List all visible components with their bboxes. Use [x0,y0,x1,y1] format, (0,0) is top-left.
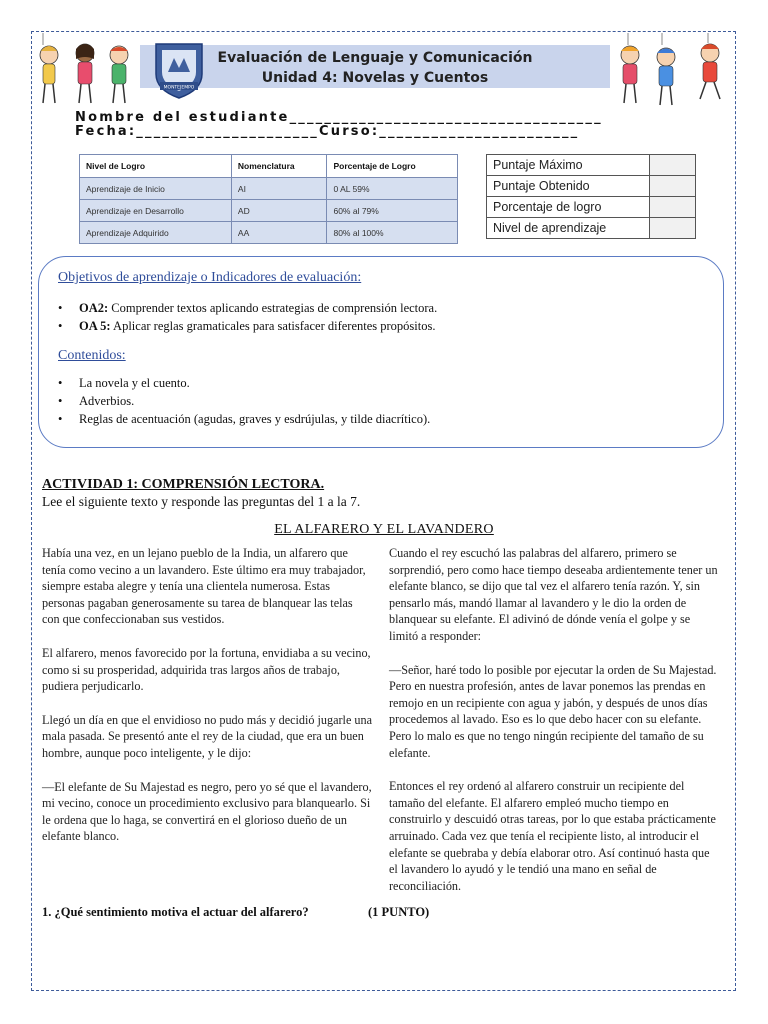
table-cell: 0 AL 59% [327,178,458,200]
story-paragraph: Cuando el rey escuchó las palabras del alfarero, primero se sorprendió, pero como hace tiempo deseaba ardientemente tener un elefante blanco, se dijo que tal vez el alfarero tenía razón. Y, sin pensarlo más, mandó llamar al lavandero y le dio la orden de blanquear su elefante. El adivinó de dónde venía el golpe y se limitó a responder: [389,546,718,643]
table-header-cell: Porcentaje de Logro [327,155,458,178]
max-score-input[interactable] [650,155,696,176]
document-title: Evaluación de Lenguaje y Comunicación [217,50,533,66]
obtained-score-input[interactable] [650,176,696,197]
activity-title: ACTIVIDAD 1: COMPRENSIÓN LECTORA. [42,477,325,492]
score-label: Nivel de aprendizaje [487,218,650,239]
score-table [486,154,696,239]
score-label: Puntaje Obtenido [487,176,650,197]
objective-text: Comprender textos aplicando estrategias de comprensión lectora. [108,301,438,315]
activity-instructions: Lee el siguiente texto y responde las preguntas del 1 a la 7. [42,494,361,509]
table-row [80,178,458,200]
date-course-field[interactable]: Fecha:_____________________Curso:_______________________ [75,124,580,139]
table-cell: Aprendizaje Adquirido [80,222,232,244]
student-name-field[interactable]: Nombre del estudiante____________________________________ [75,110,603,125]
story-paragraph: Había una vez, en un lejano pueblo de la India, un alfarero que tenía como vecino a un lavandero. Este último era muy trabajador, siempre estaba alegre y tenía una clientela numerosa. Estas personas pagaban generosamente su tarea de blanquear las telas con que confeccionaban sus vestidos. [42,546,366,627]
table-cell: AI [231,178,327,200]
table-cell: Aprendizaje de Inicio [80,178,232,200]
bullet-icon: • [58,319,63,333]
objectives-heading: Objetivos de aprendizaje o Indicadores de evaluación: [58,270,362,285]
logo-text: MONTEJEMPO [163,85,195,91]
score-label: Porcentaje de logro [487,197,650,218]
story-column-right [389,545,719,911]
table-row [487,218,696,239]
table-cell: AD [231,200,327,222]
bullet-icon: • [58,376,63,390]
bullet-icon: • [58,301,63,315]
learning-level-input[interactable] [650,218,696,239]
story-title: EL ALFARERO Y EL LAVANDERO [274,522,494,537]
table-cell: AA [231,222,327,244]
objective-text: Aplicar reglas gramaticales para satisfacer diferentes propósitos. [110,319,436,333]
story-paragraph: —Señor, haré todo lo posible por ejecutar la orden de Su Majestad. Pero en nuestra profesión, antes de lavar ponemos las prendas en remojo en un recipiente con agua y jabón, y después de unos días procedemos al lavado. Eso es lo que debo hacer con su elefante. Pero lo malo es que no tengo ningún recipiente del tamaño de su elefante. [389,662,717,760]
story-paragraph: Entonces el rey ordenó al alfarero construir un recipiente del tamaño del elefante. El alfarero empleó mucho tiempo en construirlo y descuidó otras tareas, por lo que estaba prácticamente arruinado. Cada vez que tenía el recipiente listo, al introducir el elefante se quebraba y debía elaborar otro. Así continuó hasta que el lavandero lo ayudó y le tendió una mano en señal de reconciliación. [389,779,716,893]
story-paragraph: El alfarero, menos favorecido por la fortuna, envidiaba a su vecino, como si su prosperidad, adquirida tras largos años de trabajo, pudiera perjudicarlo. [42,645,371,694]
document-subtitle: Unidad 4: Novelas y Cuentos [261,70,489,86]
question-1-points: (1 PUNTO) [368,905,430,919]
table-cell: 80% al 100% [327,222,458,244]
content-text: Adverbios. [79,394,135,408]
table-header-cell: Nivel de Logro [80,155,232,178]
school-logo [148,38,210,100]
table-cell: 60% al 79% [327,200,458,222]
achievement-levels-table [79,154,458,244]
score-label: Puntaje Máximo [487,155,650,176]
children-illustration-left [35,33,135,111]
story-column-left [42,545,372,862]
table-row [487,176,696,197]
bullet-icon: • [58,412,63,426]
table-header-row [80,155,458,178]
contents-heading: Contenidos: [58,348,126,363]
children-illustration-right [608,33,734,111]
story-paragraph: —El elefante de Su Majestad es negro, pero yo sé que el lavandero, mi vecino, conoce un procedimiento exclusivo para blanquearlo. Si le ordena que lo haga, se convertirá en el glorioso dueño de un elefante blanco. [42,779,372,844]
question-1: 1. ¿Qué sentimiento motiva el actuar del alfarero? [42,905,309,919]
achievement-percent-input[interactable] [650,197,696,218]
bullet-icon: • [58,394,63,408]
table-header-cell: Nomenclatura [231,155,327,178]
table-row [80,222,458,244]
content-text: Reglas de acentuación (agudas, graves y esdrújulas, y tilde diacrítico). [79,412,431,426]
objective-code: OA 5: [79,319,111,333]
objective-code: OA2: [79,301,109,315]
table-cell: Aprendizaje en Desarrollo [80,200,232,222]
table-row [487,197,696,218]
content-text: La novela y el cuento. [79,376,190,390]
story-paragraph: Llegó un día en que el envidioso no pudo más y decidió jugarle una mala pasada. Se presentó ante el rey de la ciudad, que era un buen hombre, aunque poco inteligente, y le dijo: [42,712,372,760]
table-row [487,155,696,176]
table-row [80,200,458,222]
